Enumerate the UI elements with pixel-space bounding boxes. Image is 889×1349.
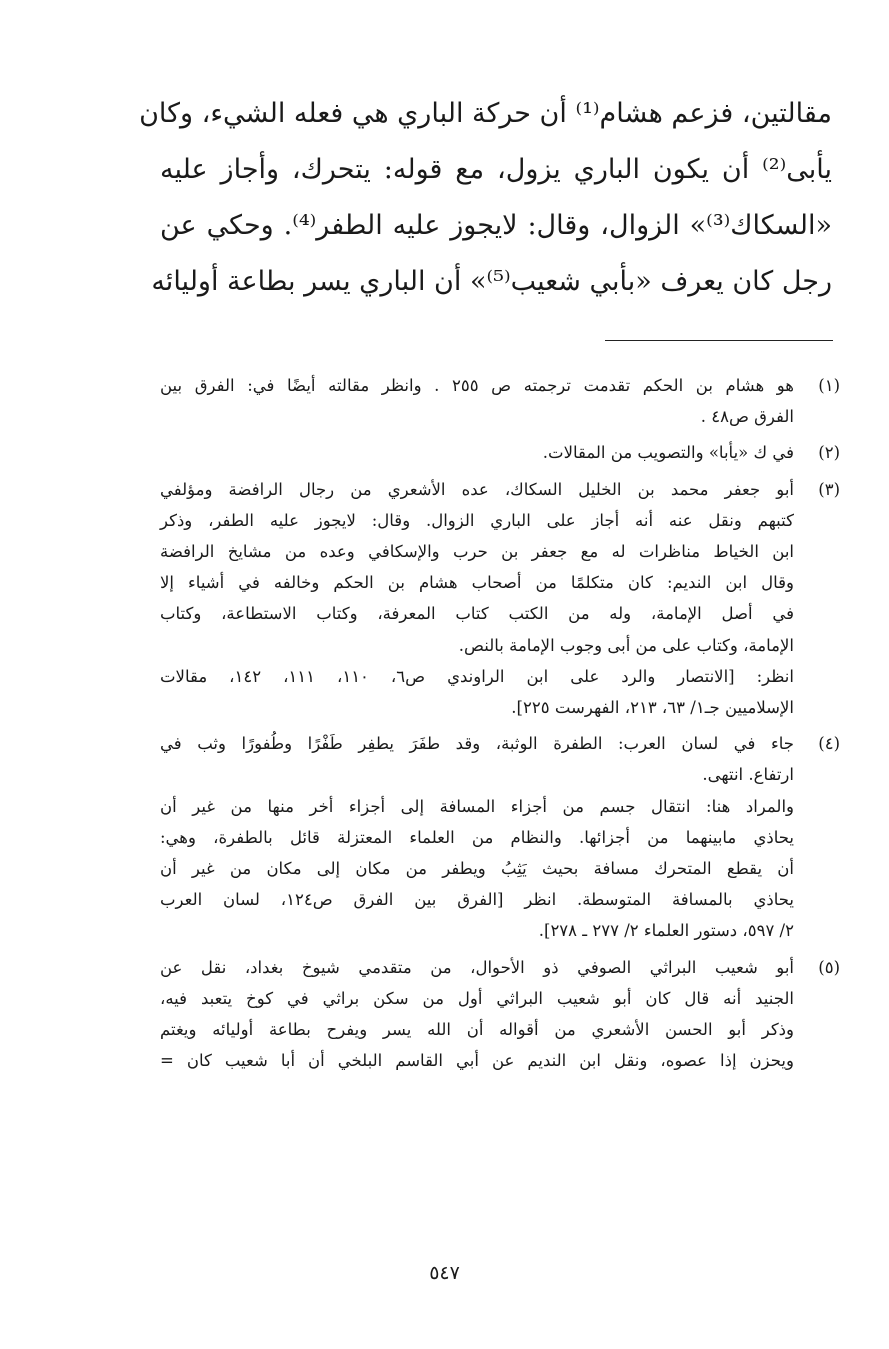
footnote-separator-rule [605,340,833,341]
footnote-line: جاء في لسان العرب: الطفرة الوثبة، وقد طفَرَ يطفِر طَفْرًا وطُفورًا وثب في [160,734,794,754]
footnote-1 [160,370,840,432]
footnote-3 [160,474,840,724]
main-text-line: رجل كان يعرف «بأبي شعيب⁽⁵⁾» أن الباري يسر بطاعة أوليائه [151,266,832,297]
main-text-line: «السكاك⁽³⁾» الزوال، وقال: لايجوز عليه الطفر⁽⁴⁾. وحكي عن [160,210,832,241]
footnote-number: (٤) [818,734,840,754]
footnote-line: ارتفاع. انتهى. [702,765,794,785]
footnote-line: أبو جعفر محمد بن الخليل السكاك، عده الأشعري من رجال الرافضة ومؤلفي [160,479,794,499]
main-text-line: مقالتين، فزعم هشام⁽¹⁾ أن حركة الباري هي فعله الشيء، وكان [139,98,832,129]
footnote-line: الفرق ص٤٨ . [700,407,794,427]
footnote-5 [160,952,840,1077]
footnote-line: الإمامة، وكتاب على من أبى وجوب الإمامة بالنص. [458,635,794,655]
footnote-line: هو هشام بن الحكم تقدمت ترجمته ص ٢٥٥ . وانظر مقالته أيضًا في: الفرق بين [160,376,794,395]
footnote-line: في ك «يأبا» والتصويب من المقالات. [542,443,794,463]
footnote-line: وذكر أبو الحسن الأشعري من أقواله أن الله يسر ويفرح بطاعة أوليائه ويغتم [160,1020,794,1040]
footnote-line: يحاذي مابينهما من أجزائها. والنظام من العلماء المعتزلة قائل بالطفرة، وهي: [160,827,794,847]
footnote-line: أن يقطع المتحرك مسافة بحيث يَثِبُ ويطفر من مكان إلى مكان من غير أن [160,859,794,879]
footnote-line: كتبهم ونقل عنه أنه أجاز على الباري الزوال. وقال: لايجوز عليه الطفر، وذكر [160,510,794,530]
footnote-line: ويحزن إذا عصوه، ونقل ابن النديم عن أبي القاسم البلخي أن أبا شعيب كان = [160,1051,794,1071]
footnote-2 [160,437,840,468]
footnotes-section [160,370,840,1081]
footnote-4 [160,728,840,946]
footnote-line: والمراد هنا: انتقال جسم من أجزاء المسافة إلى أجزاء أخر منها من غير أن [160,796,794,816]
footnote-line: وقال ابن النديم: كان متكلمًا من أصحاب هشام بن الحكم وخالفه في أشياء إلا [160,573,794,593]
footnote-number: (١) [818,376,840,395]
footnote-line: الإسلاميين جـ١/ ٦٣، ٢١٣، الفهرست ٢٢٥]. [511,698,794,718]
footnote-line: في أصل الإمامة، وله من الكتب كتاب المعرفة، وكتاب الاستطاعة، وكتاب [160,604,794,624]
main-text-block [139,86,832,310]
footnote-line: ابن الخياط مناظرات له مع جعفر بن حرب والإسكافي وعده من مشايخ الرافضة [160,542,794,562]
footnote-line: الجنيد أنه قال كان أبو شعيب البراثي أول من سكن براثي في كوخ يتعبد فيه، [160,988,794,1008]
page-number: ٥٤٧ [429,1262,460,1284]
footnote-line: انظر: [الانتصار والرد على ابن الراوندي ص٦، ١١٠، ١١١، ١٤٢، مقالات [160,666,794,686]
footnote-number: (٥) [818,957,840,977]
main-text-line: يأبى⁽²⁾ أن يكون الباري يزول، مع قوله: يتحرك، وأجاز عليه [160,154,832,185]
footnote-number: (٢) [818,443,840,463]
footnote-line: ٢/ ٥٩٧، دستور العلماء ٢/ ٢٧٧ ـ ٢٧٨]. [538,921,794,941]
footnote-number: (٣) [818,479,840,499]
footnote-line: أبو شعيب البراثي الصوفي ذو الأحوال، من متقدمي شيوخ بغداد، نقل عن [160,957,794,977]
footnote-line: يحاذي بالمسافة المتوسطة. انظر [الفرق بين الفرق ص١٢٤، لسان العرب [160,890,794,910]
